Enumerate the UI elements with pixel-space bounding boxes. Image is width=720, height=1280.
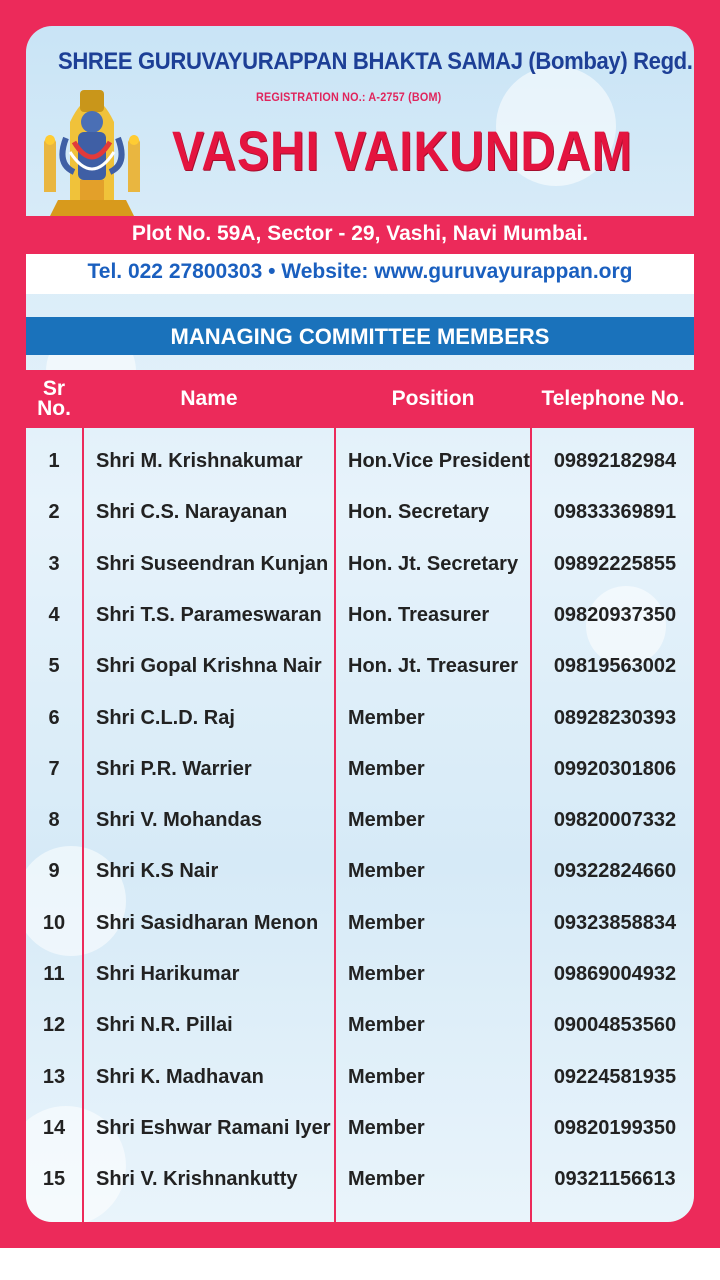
- member-name: Shri M. Krishnakumar: [96, 450, 303, 472]
- member-name: Shri C.L.D. Raj: [96, 706, 235, 729]
- member-position: Hon. Treasurer: [348, 603, 490, 626]
- table-row: [26, 949, 694, 1000]
- member-position: Hon. Secretary: [348, 501, 490, 524]
- table-row: [26, 539, 694, 590]
- header-name: Name: [180, 387, 238, 410]
- member-sr: 10: [42, 911, 66, 934]
- organization-name: SHREE GURUVAYURAPPAN BHAKTA SAMAJ (Bombay) Regd.: [58, 48, 693, 75]
- member-telephone: 09920301806: [553, 757, 677, 780]
- member-position: Member: [348, 757, 425, 780]
- member-name: Shri Sasidharan Menon: [96, 911, 319, 934]
- member-position: Member: [348, 911, 425, 934]
- member-sr: 13: [42, 1065, 66, 1088]
- header-sr-line1: Sr: [42, 377, 66, 400]
- member-position: Member: [348, 1014, 425, 1037]
- member-position: Member: [348, 1168, 425, 1191]
- member-name: Shri Suseendran Kunjan: [96, 552, 329, 575]
- table-row: [26, 487, 694, 538]
- member-telephone: 09892182984: [553, 450, 677, 472]
- page-title: VASHI VAIKUNDAM: [172, 119, 633, 182]
- member-sr: 4: [48, 603, 60, 626]
- member-sr: 7: [48, 757, 60, 780]
- member-position: Member: [348, 1065, 425, 1088]
- table-row: [26, 795, 694, 846]
- table-row: [26, 898, 694, 949]
- deity-icon: [40, 82, 144, 216]
- table-row: [26, 693, 694, 744]
- member-name: Shri P.R. Warrier: [96, 757, 252, 780]
- header-sr: [26, 370, 82, 428]
- member-position: Member: [348, 1116, 425, 1139]
- member-name: Shri N.R. Pillai: [96, 1014, 233, 1037]
- registration-number: REGISTRATION NO.: A-2757 (BOM): [256, 90, 442, 104]
- member-position: Hon. Jt. Secretary: [348, 552, 519, 575]
- member-telephone: 09322824660: [553, 860, 677, 883]
- member-name: Shri C.S. Narayanan: [96, 501, 288, 524]
- table-row: [26, 744, 694, 795]
- member-sr: 9: [48, 860, 60, 883]
- member-sr: 5: [48, 655, 60, 678]
- member-name: Shri V. Mohandas: [96, 809, 262, 832]
- member-name: Shri Eshwar Ramani Iyer: [96, 1116, 331, 1139]
- member-name: Shri K.S Nair: [96, 860, 219, 883]
- header-sr-line2: No.: [37, 397, 71, 420]
- table-row: [26, 1154, 694, 1205]
- table-header: [26, 370, 694, 428]
- member-telephone: 09224581935: [553, 1065, 677, 1088]
- address-band: [26, 216, 694, 254]
- member-name: Shri V. Krishnankutty: [96, 1168, 298, 1191]
- member-name: Shri K. Madhavan: [96, 1065, 264, 1088]
- member-name: Shri T.S. Parameswaran: [96, 603, 322, 626]
- member-telephone: 09892225855: [553, 552, 677, 575]
- member-sr: 6: [48, 706, 60, 729]
- member-sr: 3: [48, 552, 60, 575]
- member-position: Member: [348, 860, 425, 883]
- member-sr: 8: [48, 809, 60, 832]
- contact-text: Tel. 022 27800303 • Website: www.guruvayurappan.org: [87, 260, 633, 283]
- section-title: MANAGING COMMITTEE MEMBERS: [170, 324, 550, 349]
- member-telephone: 09833369891: [553, 501, 677, 524]
- member-sr: 1: [48, 450, 60, 472]
- member-name: Shri Gopal Krishna Nair: [96, 655, 322, 678]
- table-row: [26, 846, 694, 897]
- member-sr: 2: [48, 501, 60, 524]
- member-position: Member: [348, 809, 425, 832]
- table-row: [26, 436, 694, 487]
- member-name: Shri Harikumar: [96, 963, 240, 985]
- member-position: Member: [348, 963, 425, 985]
- address-text: Plot No. 59A, Sector - 29, Vashi, Navi Mumbai.: [131, 222, 589, 245]
- member-position: Hon.Vice President: [348, 450, 530, 472]
- section-band: [26, 317, 694, 355]
- member-telephone: 09820937350: [553, 603, 677, 626]
- table-row: [26, 1000, 694, 1051]
- contact-band: [26, 254, 694, 294]
- member-telephone: 09819563002: [553, 655, 677, 678]
- table-row: [26, 641, 694, 692]
- table-row: [26, 590, 694, 641]
- member-telephone: 09321156613: [554, 1168, 676, 1191]
- member-sr: 14: [42, 1116, 66, 1139]
- member-sr: 12: [42, 1014, 66, 1037]
- table-row: [26, 1103, 694, 1154]
- member-sr: 15: [42, 1168, 66, 1191]
- member-telephone: 09820199350: [553, 1116, 677, 1139]
- member-telephone: 09820007332: [553, 809, 677, 832]
- member-telephone: 09869004932: [553, 963, 677, 985]
- header-telephone: Telephone No.: [541, 387, 685, 410]
- member-telephone: 09323858834: [553, 911, 677, 934]
- member-telephone: 09004853560: [553, 1014, 677, 1037]
- member-position: Member: [348, 706, 425, 729]
- member-position: Hon. Jt. Treasurer: [348, 655, 519, 678]
- member-telephone: 08928230393: [553, 706, 677, 729]
- table-row: [26, 1052, 694, 1103]
- header-position: Position: [391, 387, 475, 410]
- member-sr: 11: [43, 963, 65, 985]
